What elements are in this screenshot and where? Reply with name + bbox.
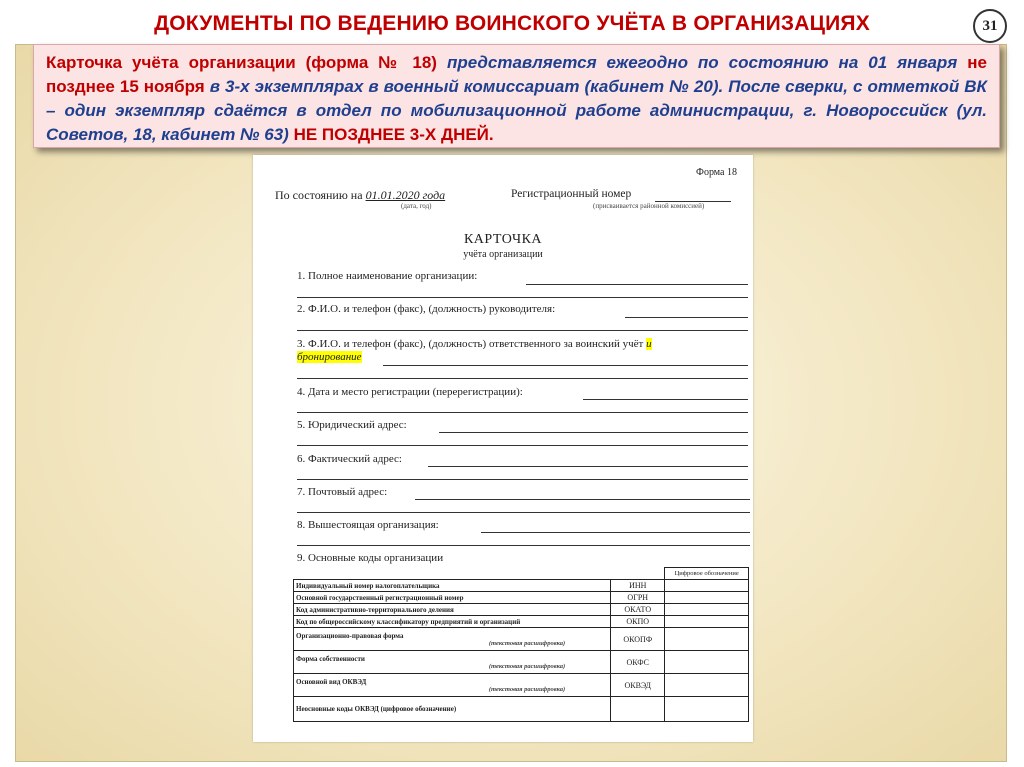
item-2-label: 2. Ф.И.О. и телефон (факс), (должность) руководителя: — [297, 303, 556, 315]
info-text-form-name: Карточка учёта организации (форма № 18) — [46, 53, 447, 72]
code-abbr: ОГРН — [611, 592, 665, 604]
item-4-line — [583, 399, 748, 400]
code-hint: (текстовая расшифровка) — [488, 685, 566, 693]
form-title: КАРТОЧКА — [463, 232, 543, 247]
info-text-final-deadline: НЕ ПОЗДНЕЕ 3-Х ДНЕЙ. — [293, 125, 494, 144]
code-abbr: ИНН — [611, 580, 665, 592]
code-abbr — [611, 697, 665, 722]
table-row — [294, 592, 749, 604]
info-text-details: в 3-х экземплярах в военный комиссариат (кабинет № 20). После сверки, с отметкой ВК – один экземпляр сдаётся в отдел по мобилизационной работе администрации, г. Новороссийск (ул. Советов, 18, кабинет № 63) — [46, 77, 988, 144]
code-name: Неосновные коды ОКВЭД (цифровое обозначение) — [294, 697, 611, 722]
code-name-cell — [294, 674, 611, 697]
code-hint: (текстовая расшифровка) — [488, 662, 566, 670]
code-name-cell — [294, 628, 611, 651]
as-of-row — [275, 188, 445, 203]
item-3-continued — [297, 351, 362, 363]
item-5-line — [439, 432, 748, 433]
as-of-date: 01.01.2020 года — [365, 188, 446, 202]
table-header-row — [294, 568, 749, 580]
item-7-line — [415, 499, 750, 500]
item-6-line — [428, 466, 748, 467]
item-3-label — [297, 338, 652, 350]
item-4-line-2 — [297, 412, 748, 413]
form-18-document — [253, 155, 753, 742]
code-abbr: ОКОПФ — [611, 628, 665, 651]
item-1-label: 1. Полное наименование организации: — [297, 270, 478, 282]
item-4-label: 4. Дата и место регистрации (перерегистрации): — [297, 386, 523, 398]
code-abbr: ОКПО — [611, 616, 665, 628]
organization-codes-table — [293, 567, 749, 722]
code-abbr: ОКФС — [611, 651, 665, 674]
table-row — [294, 616, 749, 628]
code-abbr: ОКВЭД — [611, 674, 665, 697]
code-hint: (текстовая расшифровка) — [488, 639, 566, 647]
registration-number-label: Регистрационный номер — [511, 188, 632, 200]
item-3-line — [383, 365, 748, 366]
registration-hint: (присваивается районной комиссией) — [593, 202, 705, 210]
table-row — [294, 674, 749, 697]
code-abbr: ОКАТО — [611, 604, 665, 616]
table-row — [294, 580, 749, 592]
table-row — [294, 604, 749, 616]
item-2-line — [625, 317, 748, 318]
item-7-line-2 — [297, 512, 750, 513]
info-text-submission: представляется ежегодно по состоянию на 01 января — [446, 53, 968, 72]
item-1-line — [526, 284, 748, 285]
info-box — [33, 44, 1000, 148]
code-name: Организационно-правовая форма — [296, 631, 404, 640]
item-5-line-2 — [297, 445, 748, 446]
code-name: Код административно-территориального деления — [294, 604, 611, 616]
item-8-label: 8. Вышестоящая организация: — [297, 519, 439, 531]
table-row — [294, 628, 749, 651]
item-3-highlight-reservation: бронирование — [297, 351, 362, 363]
code-name-cell — [294, 651, 611, 674]
form-subtitle: учёта организации — [463, 249, 543, 260]
item-6-line-2 — [297, 479, 748, 480]
code-name: Код по общероссийскому классификатору предприятий и организаций — [294, 616, 611, 628]
code-name: Основной государственный регистрационный номер — [294, 592, 611, 604]
table-row — [294, 651, 749, 674]
item-2-line-2 — [297, 330, 748, 331]
code-name: Индивидуальный номер налогоплательщика — [294, 580, 611, 592]
table-row — [294, 697, 749, 722]
item-6-label: 6. Фактический адрес: — [297, 453, 402, 465]
slide-title: ДОКУМЕНТЫ ПО ВЕДЕНИЮ ВОИНСКОГО УЧЁТА В ОРГАНИЗАЦИЯХ — [154, 12, 870, 35]
info-text-deadline: не позднее 15 ноября — [46, 53, 987, 96]
item-7-label: 7. Почтовый адрес: — [297, 486, 388, 498]
item-5-label: 5. Юридический адрес: — [297, 419, 407, 431]
form-number-label: Форма 18 — [696, 167, 737, 178]
as-of-label: По состоянию на — [275, 188, 366, 202]
item-3-highlight-and: и — [646, 338, 652, 350]
code-name: Основной вид ОКВЭД — [296, 677, 367, 686]
item-8-line-2 — [297, 545, 750, 546]
page-number-badge: 31 — [973, 9, 1007, 43]
item-1-line-2 — [297, 297, 748, 298]
item-3-text: 3. Ф.И.О. и телефон (факс), (должность) ответственного за воинский учёт — [297, 338, 647, 350]
item-3-line-2 — [297, 378, 748, 379]
digital-designation-header: Цифровое обозначение — [665, 568, 749, 580]
item-9-label: 9. Основные коды организации — [297, 552, 444, 564]
code-name: Форма собственности — [296, 654, 365, 663]
date-hint: (дата, год) — [401, 202, 432, 210]
item-8-line — [481, 532, 750, 533]
